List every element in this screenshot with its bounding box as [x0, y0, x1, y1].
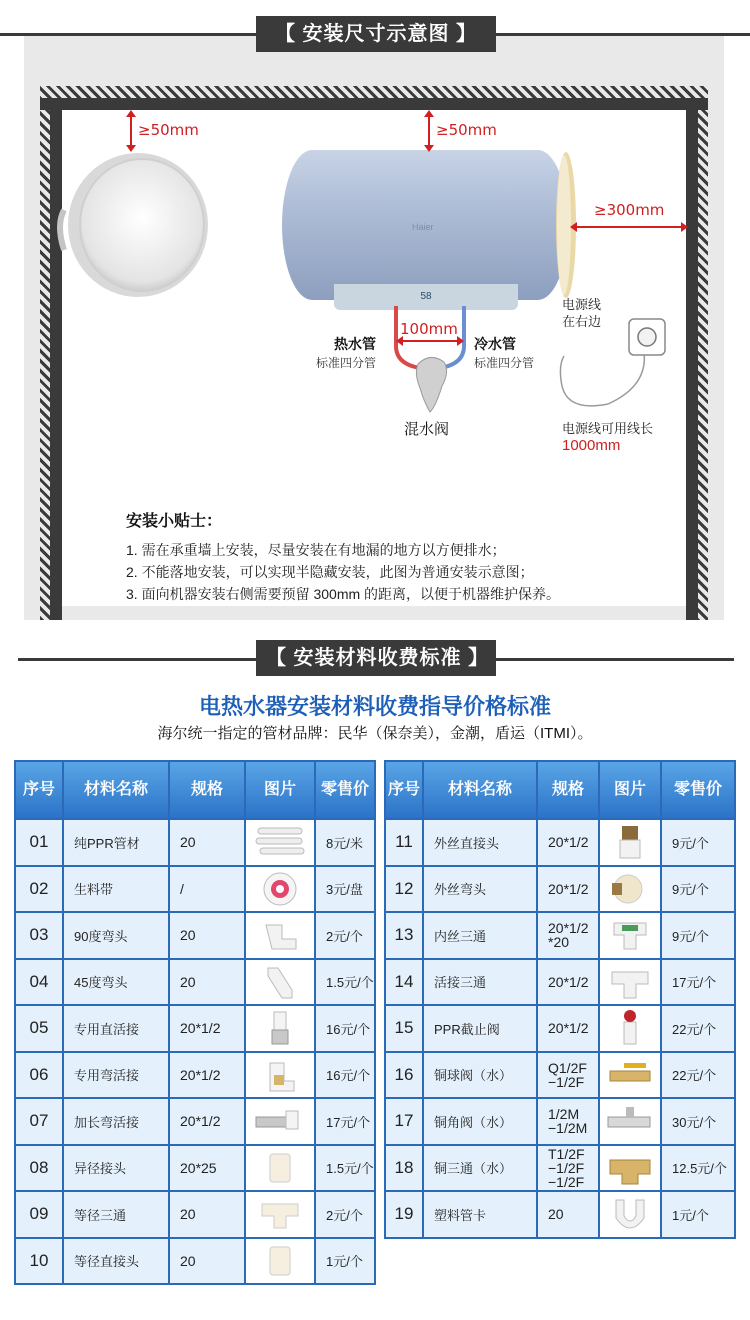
item-price: 1.5元/个: [326, 975, 374, 991]
item-spec: 20: [170, 1192, 246, 1237]
item-price: 16元/个: [326, 1021, 371, 1037]
table-row: [16, 818, 374, 865]
col-spec: 规格: [170, 762, 246, 818]
col-name: 材料名称: [424, 762, 538, 818]
item-name: 90度弯头: [64, 913, 170, 958]
power-socket-icon: [628, 318, 666, 356]
item-spec: T1/2F −1/2F −1/2F: [538, 1146, 600, 1191]
install-tips: [126, 508, 686, 605]
cold-pipe-label: 冷水管: [474, 336, 516, 352]
item-name: 加长弯活接: [64, 1099, 170, 1144]
item-number: 16: [386, 1053, 424, 1098]
ceiling-wall: [40, 98, 708, 110]
item-price: 1元/个: [326, 1254, 363, 1270]
item-number: 03: [16, 913, 64, 958]
col-price: 零售价: [673, 781, 722, 798]
item-number: 11: [386, 820, 424, 865]
item-spec: 20: [170, 820, 246, 865]
brand-logo: Haier: [412, 222, 434, 232]
table-row: [16, 1004, 374, 1051]
price-table-right: [384, 760, 736, 1239]
item-price: 30元/个: [672, 1114, 717, 1130]
item-name: 活接三通: [424, 960, 538, 1005]
col-no: 序号: [386, 762, 424, 818]
elbow-45-icon: [246, 960, 316, 1005]
item-name: 铜三通（水）: [424, 1146, 538, 1191]
table-row: [16, 1097, 374, 1144]
male-adapter-icon: [600, 820, 662, 865]
ppr-pipe-icon: [246, 820, 316, 865]
item-spec: 1/2M −1/2M: [538, 1099, 600, 1144]
item-number: 18: [386, 1146, 424, 1191]
item-number: 04: [16, 960, 64, 1005]
cold-pipe-spec: 标准四分管: [474, 356, 535, 370]
table-row: [16, 1144, 374, 1191]
table-row: [386, 911, 734, 958]
item-number: 19: [386, 1192, 424, 1237]
table-row: [16, 958, 374, 1005]
item-price: 1元/个: [672, 1207, 709, 1223]
table-row: [386, 1051, 734, 1098]
item-spec: 20*1/2: [538, 1006, 600, 1051]
item-spec: Q1/2F −1/2F: [538, 1053, 600, 1098]
item-price: 22元/个: [672, 1068, 717, 1084]
item-number: 08: [16, 1146, 64, 1191]
item-name: 铜角阀（水）: [424, 1099, 538, 1144]
ptfe-tape-icon: [246, 867, 316, 912]
tip-item: 1. 需在承重墙上安装，尽量安装在有地漏的地方以方便排水；: [126, 542, 506, 558]
item-price: 1.5元/个: [326, 1161, 374, 1177]
mix-valve-label: 混水阀: [404, 421, 450, 438]
price-table-left: [14, 760, 376, 1285]
table-row: [16, 1051, 374, 1098]
item-number: 14: [386, 960, 424, 1005]
item-name: 异径接头: [64, 1146, 170, 1191]
item-price: 9元/个: [672, 928, 709, 944]
col-no: 序号: [16, 762, 64, 818]
item-spec: 20*1/2: [538, 960, 600, 1005]
item-number: 07: [16, 1099, 64, 1144]
elbow-90-icon: [246, 913, 316, 958]
table-row: [16, 911, 374, 958]
item-name: 45度弯头: [64, 960, 170, 1005]
power-line-position: 电源线 在右边: [562, 297, 602, 329]
right-side-dimension-arrow: [572, 226, 686, 228]
item-price: 9元/个: [672, 882, 709, 898]
item-number: 02: [16, 867, 64, 912]
item-spec: 20: [170, 960, 246, 1005]
item-number: 05: [16, 1006, 64, 1051]
item-spec: 20*1/2 *20: [538, 913, 600, 958]
pipe-clip-icon: [600, 1192, 662, 1237]
table-row: [386, 818, 734, 865]
table-row: [386, 1144, 734, 1191]
item-number: 01: [16, 820, 64, 865]
table-row: [386, 958, 734, 1005]
table-row: [386, 1190, 734, 1237]
table-row: [16, 1190, 374, 1237]
item-price: 2元/个: [326, 1207, 363, 1223]
power-line-length-label: 电源线可用线长: [562, 421, 654, 436]
item-number: 06: [16, 1053, 64, 1098]
table-row: [386, 1004, 734, 1051]
female-tee-icon: [600, 913, 662, 958]
item-number: 09: [16, 1192, 64, 1237]
mirror-top-dimension: ≥50mm: [138, 121, 199, 139]
col-price: 零售价: [320, 781, 369, 798]
item-price: 17元/个: [326, 1114, 371, 1130]
item-number: 12: [386, 867, 424, 912]
col-name: 材料名称: [64, 762, 170, 818]
reducer-icon: [246, 1146, 316, 1191]
item-spec: /: [170, 867, 246, 912]
angle-valve-icon: [600, 1099, 662, 1144]
item-number: 10: [16, 1239, 64, 1284]
col-spec: 规格: [538, 762, 600, 818]
temperature-display: 58: [420, 291, 432, 302]
item-price: 17元/个: [672, 975, 717, 991]
item-price: 12.5元/个: [672, 1161, 727, 1177]
item-name: 外丝直接头: [424, 820, 538, 865]
item-number: 17: [386, 1099, 424, 1144]
power-line-length: 1000mm: [562, 437, 621, 454]
item-number: 15: [386, 1006, 424, 1051]
item-price: 2元/个: [326, 928, 363, 944]
pipe-gap-arrow: [398, 340, 462, 342]
item-name: 铜球阀（水）: [424, 1053, 538, 1098]
tips-title: 安装小贴士：: [126, 513, 223, 530]
right-side-dimension: ≥300mm: [594, 201, 665, 219]
item-name: PPR截止阀: [424, 1006, 538, 1051]
item-name: 专用弯活接: [64, 1053, 170, 1098]
table-row: [16, 1237, 374, 1284]
install-diagram-section: [0, 0, 750, 630]
item-name: 塑料管卡: [424, 1192, 538, 1237]
stop-valve-icon: [600, 1006, 662, 1051]
item-price: 8元/米: [326, 835, 363, 851]
item-name: 纯PPR管材: [64, 820, 170, 865]
table-row: [386, 1097, 734, 1144]
male-elbow-icon: [600, 867, 662, 912]
heater-top-dimension-arrow: [428, 112, 430, 150]
item-name: 等径直接头: [64, 1239, 170, 1284]
table-body: [386, 818, 734, 1237]
tip-item: 2. 不能落地安装，可以实现半隐藏安装，此图为普通安装示意图；: [126, 564, 534, 580]
section-title: 【 安装尺寸示意图 】: [256, 16, 496, 52]
item-name: 生料带: [64, 867, 170, 912]
right-wall: [686, 98, 698, 620]
table-row: [16, 865, 374, 912]
brass-tee-icon: [600, 1146, 662, 1191]
mirror-icon: [50, 150, 210, 300]
col-image: 图片: [246, 762, 316, 818]
tee-icon: [246, 1192, 316, 1237]
heater-top-dimension: ≥50mm: [436, 121, 497, 139]
hot-pipe-spec: 标准四分管: [316, 356, 377, 370]
coupling-icon: [246, 1239, 316, 1284]
item-spec: 20*1/2: [170, 1099, 246, 1144]
pricing-heading: 电热水器安装材料收费指导价格标准: [198, 694, 551, 719]
item-spec: 20*1/2: [538, 867, 600, 912]
item-name: 内丝三通: [424, 913, 538, 958]
item-spec: 20*25: [170, 1146, 246, 1191]
pricing-subheading: 海尔统一指定的管材品牌：民华（保奈美），金潮，盾运（ITMI）。: [157, 725, 593, 742]
table-header: [386, 762, 734, 818]
hot-pipe-label: 热水管: [334, 336, 376, 352]
item-spec: 20: [170, 913, 246, 958]
ball-valve-icon: [600, 1053, 662, 1098]
table-row: [386, 865, 734, 912]
item-spec: 20: [170, 1239, 246, 1284]
item-spec: 20*1/2: [170, 1053, 246, 1098]
item-price: 22元/个: [672, 1021, 717, 1037]
item-price: 16元/个: [326, 1068, 371, 1084]
long-elbow-union-icon: [246, 1099, 316, 1144]
item-spec: 20*1/2: [538, 820, 600, 865]
item-number: 13: [386, 913, 424, 958]
straight-union-icon: [246, 1006, 316, 1051]
elbow-union-icon: [246, 1053, 316, 1098]
table-body: [16, 818, 374, 1283]
item-spec: 20*1/2: [170, 1006, 246, 1051]
pipe-gap-dimension: 100mm: [400, 320, 458, 338]
item-name: 等径三通: [64, 1192, 170, 1237]
union-tee-icon: [600, 960, 662, 1005]
col-image: 图片: [600, 762, 662, 818]
tip-item: 3. 面向机器安装右侧需要预留 300mm 的距离，以便于机器维护保养。: [126, 586, 561, 602]
mirror-top-dimension-arrow: [130, 112, 132, 150]
item-price: 9元/个: [672, 835, 709, 851]
item-spec: 20: [538, 1192, 600, 1237]
item-price: 3元/盘: [326, 882, 363, 898]
table-header: [16, 762, 374, 818]
pricing-section-title: 【 安装材料收费标准 】: [256, 640, 496, 676]
item-name: 专用直活接: [64, 1006, 170, 1051]
item-name: 外丝弯头: [424, 867, 538, 912]
